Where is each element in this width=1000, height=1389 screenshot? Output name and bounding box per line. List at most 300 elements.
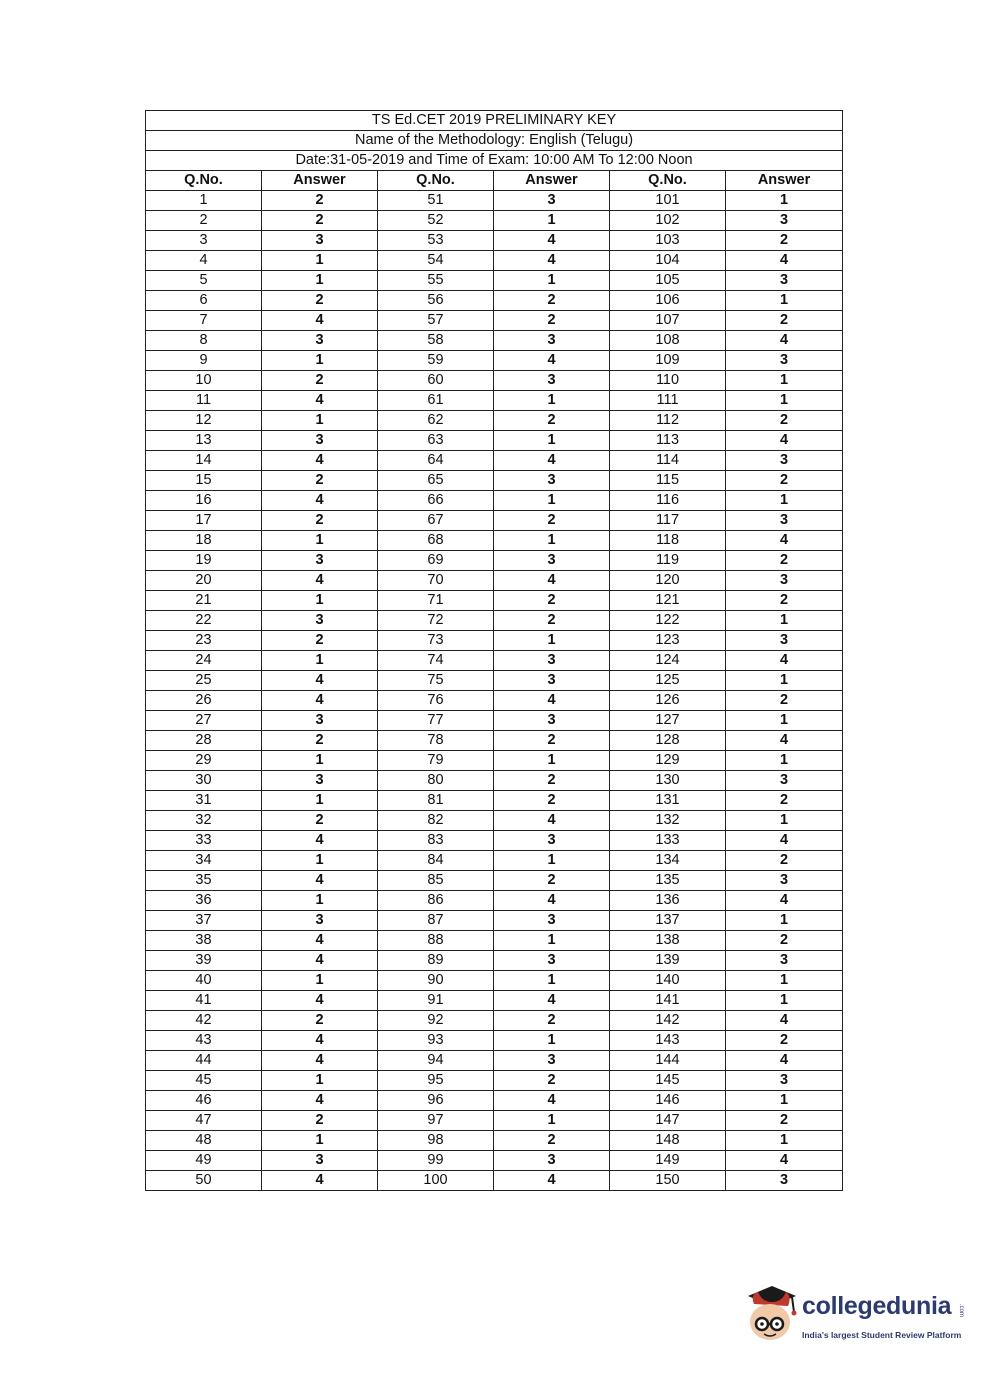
answer-value: 2 (262, 731, 378, 751)
answer-value: 4 (262, 871, 378, 891)
question-number: 2 (146, 211, 262, 231)
table-row (146, 191, 843, 211)
question-number: 10 (146, 371, 262, 391)
answer-value: 2 (726, 1031, 843, 1051)
table-row (146, 951, 843, 971)
question-number: 125 (610, 671, 726, 691)
column-header: Answer (494, 171, 610, 191)
answer-value: 1 (262, 1071, 378, 1091)
answer-value: 3 (262, 711, 378, 731)
question-number: 36 (146, 891, 262, 911)
answer-value: 4 (262, 831, 378, 851)
question-number: 43 (146, 1031, 262, 1051)
answer-value: 4 (726, 651, 843, 671)
question-number: 6 (146, 291, 262, 311)
table-row (146, 351, 843, 371)
question-number: 51 (378, 191, 494, 211)
answer-value: 3 (494, 371, 610, 391)
methodology-name: Name of the Methodology: English (Telugu) (146, 131, 843, 151)
question-number: 142 (610, 1011, 726, 1031)
answer-value: 1 (262, 1131, 378, 1151)
question-number: 110 (610, 371, 726, 391)
table-row (146, 371, 843, 391)
answer-value: 3 (494, 471, 610, 491)
answer-value: 4 (262, 671, 378, 691)
question-number: 49 (146, 1151, 262, 1171)
answer-value: 4 (494, 231, 610, 251)
answer-value: 1 (726, 671, 843, 691)
question-number: 12 (146, 411, 262, 431)
question-number: 93 (378, 1031, 494, 1051)
question-number: 62 (378, 411, 494, 431)
question-number: 80 (378, 771, 494, 791)
answer-value: 1 (262, 751, 378, 771)
question-number: 8 (146, 331, 262, 351)
question-number: 90 (378, 971, 494, 991)
answer-value: 2 (726, 471, 843, 491)
question-number: 9 (146, 351, 262, 371)
answer-value: 4 (726, 251, 843, 271)
table-row (146, 311, 843, 331)
question-number: 126 (610, 691, 726, 711)
answer-value: 3 (494, 1051, 610, 1071)
table-row (146, 811, 843, 831)
table-row (146, 871, 843, 891)
table-row (146, 611, 843, 631)
question-number: 61 (378, 391, 494, 411)
question-number: 19 (146, 551, 262, 571)
answer-value: 3 (726, 451, 843, 471)
answer-value: 3 (726, 1171, 843, 1191)
question-number: 37 (146, 911, 262, 931)
answer-value: 3 (726, 511, 843, 531)
question-number: 11 (146, 391, 262, 411)
answer-value: 4 (262, 1031, 378, 1051)
question-number: 69 (378, 551, 494, 571)
answer-value: 1 (726, 751, 843, 771)
answer-value: 2 (726, 931, 843, 951)
answer-value: 3 (726, 271, 843, 291)
column-header-row (146, 171, 843, 191)
answer-value: 4 (726, 331, 843, 351)
question-number: 22 (146, 611, 262, 631)
table-row (146, 511, 843, 531)
answer-value: 3 (262, 911, 378, 931)
brand-domain: .com (958, 1304, 964, 1318)
table-row (146, 891, 843, 911)
answer-value: 3 (494, 331, 610, 351)
question-number: 141 (610, 991, 726, 1011)
table-row (146, 1071, 843, 1091)
answer-value: 3 (494, 1151, 610, 1171)
answer-value: 3 (262, 331, 378, 351)
answer-value: 4 (494, 1171, 610, 1191)
question-number: 118 (610, 531, 726, 551)
answer-value: 1 (494, 391, 610, 411)
question-number: 47 (146, 1111, 262, 1131)
answer-value: 4 (262, 491, 378, 511)
answer-value: 2 (262, 291, 378, 311)
answer-value: 1 (494, 971, 610, 991)
table-row (146, 771, 843, 791)
answer-value: 3 (726, 571, 843, 591)
question-number: 78 (378, 731, 494, 751)
table-row (146, 471, 843, 491)
answer-value: 1 (726, 491, 843, 511)
column-header: Answer (726, 171, 843, 191)
question-number: 144 (610, 1051, 726, 1071)
answer-value: 1 (494, 491, 610, 511)
question-number: 16 (146, 491, 262, 511)
question-number: 92 (378, 1011, 494, 1031)
question-number: 30 (146, 771, 262, 791)
answer-value: 2 (726, 691, 843, 711)
question-number: 105 (610, 271, 726, 291)
answer-value: 2 (494, 871, 610, 891)
question-number: 5 (146, 271, 262, 291)
answer-value: 3 (494, 191, 610, 211)
question-number: 134 (610, 851, 726, 871)
table-row (146, 1171, 843, 1191)
question-number: 149 (610, 1151, 726, 1171)
answer-value: 2 (726, 311, 843, 331)
question-number: 76 (378, 691, 494, 711)
question-number: 50 (146, 1171, 262, 1191)
question-number: 3 (146, 231, 262, 251)
answer-value: 1 (494, 1031, 610, 1051)
question-number: 150 (610, 1171, 726, 1191)
table-row (146, 591, 843, 611)
answer-value: 1 (262, 651, 378, 671)
table-row (146, 431, 843, 451)
question-number: 65 (378, 471, 494, 491)
question-number: 74 (378, 651, 494, 671)
answer-value: 3 (494, 911, 610, 931)
question-number: 33 (146, 831, 262, 851)
column-header: Answer (262, 171, 378, 191)
question-number: 127 (610, 711, 726, 731)
answer-value: 2 (494, 511, 610, 531)
answer-value: 4 (262, 691, 378, 711)
table-row (146, 671, 843, 691)
question-number: 131 (610, 791, 726, 811)
answer-value: 1 (262, 851, 378, 871)
table-row (146, 731, 843, 751)
column-header: Q.No. (378, 171, 494, 191)
question-number: 68 (378, 531, 494, 551)
answer-value: 1 (262, 251, 378, 271)
answer-value: 4 (262, 991, 378, 1011)
question-number: 133 (610, 831, 726, 851)
question-number: 95 (378, 1071, 494, 1091)
question-number: 107 (610, 311, 726, 331)
question-number: 66 (378, 491, 494, 511)
column-header: Q.No. (146, 171, 262, 191)
table-row (146, 491, 843, 511)
question-number: 86 (378, 891, 494, 911)
answer-value: 2 (726, 591, 843, 611)
column-header: Q.No. (610, 171, 726, 191)
question-number: 44 (146, 1051, 262, 1071)
table-row (146, 691, 843, 711)
answer-value: 4 (262, 951, 378, 971)
key-title: TS Ed.CET 2019 PRELIMINARY KEY (146, 111, 843, 131)
answer-value: 2 (494, 411, 610, 431)
table-row (146, 411, 843, 431)
answer-value: 3 (494, 671, 610, 691)
question-number: 1 (146, 191, 262, 211)
question-number: 27 (146, 711, 262, 731)
question-number: 54 (378, 251, 494, 271)
answer-value: 2 (726, 411, 843, 431)
answer-value: 2 (494, 1011, 610, 1031)
answer-value: 4 (494, 991, 610, 1011)
question-number: 123 (610, 631, 726, 651)
table-row (146, 791, 843, 811)
answer-value: 4 (494, 891, 610, 911)
answer-value: 1 (726, 971, 843, 991)
answer-value: 1 (262, 531, 378, 551)
answer-value: 4 (262, 451, 378, 471)
question-number: 87 (378, 911, 494, 931)
answer-value: 2 (262, 631, 378, 651)
answer-value: 4 (262, 1051, 378, 1071)
answer-value: 2 (726, 791, 843, 811)
answer-value: 3 (262, 431, 378, 451)
question-number: 148 (610, 1131, 726, 1151)
answer-value: 3 (494, 651, 610, 671)
table-row (146, 1091, 843, 1111)
answer-value: 2 (262, 1011, 378, 1031)
answer-value: 1 (262, 971, 378, 991)
answer-value: 4 (494, 691, 610, 711)
answer-value: 1 (262, 411, 378, 431)
question-number: 17 (146, 511, 262, 531)
question-number: 25 (146, 671, 262, 691)
question-number: 70 (378, 571, 494, 591)
table-row (146, 911, 843, 931)
answer-value: 1 (726, 811, 843, 831)
table-row (146, 271, 843, 291)
answer-value: 2 (726, 551, 843, 571)
question-number: 26 (146, 691, 262, 711)
question-number: 101 (610, 191, 726, 211)
table-row (146, 971, 843, 991)
question-number: 64 (378, 451, 494, 471)
question-number: 73 (378, 631, 494, 651)
question-number: 31 (146, 791, 262, 811)
question-number: 128 (610, 731, 726, 751)
question-number: 58 (378, 331, 494, 351)
question-number: 59 (378, 351, 494, 371)
answer-value: 4 (726, 531, 843, 551)
answer-value: 3 (262, 551, 378, 571)
answer-value: 3 (494, 831, 610, 851)
answer-value: 3 (262, 231, 378, 251)
answer-value: 4 (726, 891, 843, 911)
question-number: 96 (378, 1091, 494, 1111)
answer-value: 4 (726, 831, 843, 851)
question-number: 104 (610, 251, 726, 271)
answer-value: 1 (726, 911, 843, 931)
mascot-icon (742, 1282, 800, 1344)
table-row (146, 211, 843, 231)
table-row (146, 391, 843, 411)
answer-value: 1 (262, 271, 378, 291)
answer-value: 2 (494, 291, 610, 311)
question-number: 136 (610, 891, 726, 911)
answer-value: 3 (726, 771, 843, 791)
question-number: 24 (146, 651, 262, 671)
question-number: 116 (610, 491, 726, 511)
answer-value: 2 (726, 231, 843, 251)
question-number: 56 (378, 291, 494, 311)
table-row (146, 1031, 843, 1051)
answer-value: 3 (494, 711, 610, 731)
table-row (146, 1051, 843, 1071)
answer-value: 2 (494, 791, 610, 811)
question-number: 113 (610, 431, 726, 451)
answer-value: 4 (726, 431, 843, 451)
table-row (146, 571, 843, 591)
question-number: 29 (146, 751, 262, 771)
answer-value: 3 (726, 951, 843, 971)
answer-value: 1 (726, 711, 843, 731)
question-number: 39 (146, 951, 262, 971)
question-number: 46 (146, 1091, 262, 1111)
table-row (146, 751, 843, 771)
answer-value: 3 (262, 1151, 378, 1171)
question-number: 48 (146, 1131, 262, 1151)
answer-value: 3 (726, 1071, 843, 1091)
answer-value: 4 (726, 1051, 843, 1071)
question-number: 94 (378, 1051, 494, 1071)
question-number: 23 (146, 631, 262, 651)
answer-value: 1 (262, 891, 378, 911)
question-number: 135 (610, 871, 726, 891)
answer-value: 4 (494, 351, 610, 371)
answer-value: 4 (262, 311, 378, 331)
answer-value: 3 (262, 771, 378, 791)
question-number: 146 (610, 1091, 726, 1111)
question-number: 71 (378, 591, 494, 611)
table-row (146, 251, 843, 271)
question-number: 55 (378, 271, 494, 291)
answer-value: 2 (494, 1071, 610, 1091)
answer-value: 4 (262, 571, 378, 591)
question-number: 7 (146, 311, 262, 331)
answer-value: 2 (494, 771, 610, 791)
question-number: 85 (378, 871, 494, 891)
answer-value: 1 (726, 391, 843, 411)
table-row (146, 331, 843, 351)
question-number: 132 (610, 811, 726, 831)
answer-value: 1 (726, 611, 843, 631)
question-number: 81 (378, 791, 494, 811)
question-number: 119 (610, 551, 726, 571)
question-number: 138 (610, 931, 726, 951)
question-number: 53 (378, 231, 494, 251)
question-number: 15 (146, 471, 262, 491)
question-number: 20 (146, 571, 262, 591)
answer-value: 2 (262, 811, 378, 831)
answer-value: 2 (494, 1131, 610, 1151)
answer-value: 3 (262, 611, 378, 631)
table-row (146, 451, 843, 471)
question-number: 109 (610, 351, 726, 371)
question-number: 89 (378, 951, 494, 971)
answer-value: 1 (726, 371, 843, 391)
question-number: 143 (610, 1031, 726, 1051)
question-number: 40 (146, 971, 262, 991)
answer-value: 4 (726, 1151, 843, 1171)
table-row (146, 651, 843, 671)
answer-value: 3 (726, 351, 843, 371)
answer-value: 1 (494, 631, 610, 651)
answer-value: 4 (494, 571, 610, 591)
answer-value: 1 (726, 191, 843, 211)
answer-value: 2 (262, 471, 378, 491)
question-number: 100 (378, 1171, 494, 1191)
answer-value: 2 (494, 611, 610, 631)
question-number: 121 (610, 591, 726, 611)
question-number: 67 (378, 511, 494, 531)
question-number: 35 (146, 871, 262, 891)
question-number: 139 (610, 951, 726, 971)
question-number: 108 (610, 331, 726, 351)
answer-value: 1 (494, 931, 610, 951)
question-number: 42 (146, 1011, 262, 1031)
question-number: 21 (146, 591, 262, 611)
question-number: 84 (378, 851, 494, 871)
answer-value: 2 (494, 311, 610, 331)
answer-value: 2 (262, 211, 378, 231)
brand-tagline: India's largest Student Review Platform (802, 1330, 962, 1340)
answer-value: 4 (494, 811, 610, 831)
answer-value: 4 (262, 1171, 378, 1191)
answer-value: 1 (726, 1131, 843, 1151)
exam-date-time: Date:31-05-2019 and Time of Exam: 10:00 AM To 12:00 Noon (146, 151, 843, 171)
answer-value: 2 (262, 371, 378, 391)
question-number: 77 (378, 711, 494, 731)
table-row (146, 1151, 843, 1171)
table-row (146, 1131, 843, 1151)
answer-value: 1 (494, 751, 610, 771)
question-number: 147 (610, 1111, 726, 1131)
question-number: 18 (146, 531, 262, 551)
table-row (146, 551, 843, 571)
answer-value: 4 (494, 1091, 610, 1111)
answer-value: 1 (494, 431, 610, 451)
question-number: 106 (610, 291, 726, 311)
question-number: 82 (378, 811, 494, 831)
table-row (146, 991, 843, 1011)
question-number: 122 (610, 611, 726, 631)
question-number: 75 (378, 671, 494, 691)
table-row (146, 1111, 843, 1131)
answer-value: 1 (494, 531, 610, 551)
question-number: 14 (146, 451, 262, 471)
question-number: 57 (378, 311, 494, 331)
table-row (146, 291, 843, 311)
answer-value: 4 (726, 1011, 843, 1031)
answer-value: 2 (726, 851, 843, 871)
answer-value: 4 (262, 391, 378, 411)
question-number: 99 (378, 1151, 494, 1171)
answer-value: 4 (262, 931, 378, 951)
table-row (146, 851, 843, 871)
answer-value: 4 (726, 731, 843, 751)
